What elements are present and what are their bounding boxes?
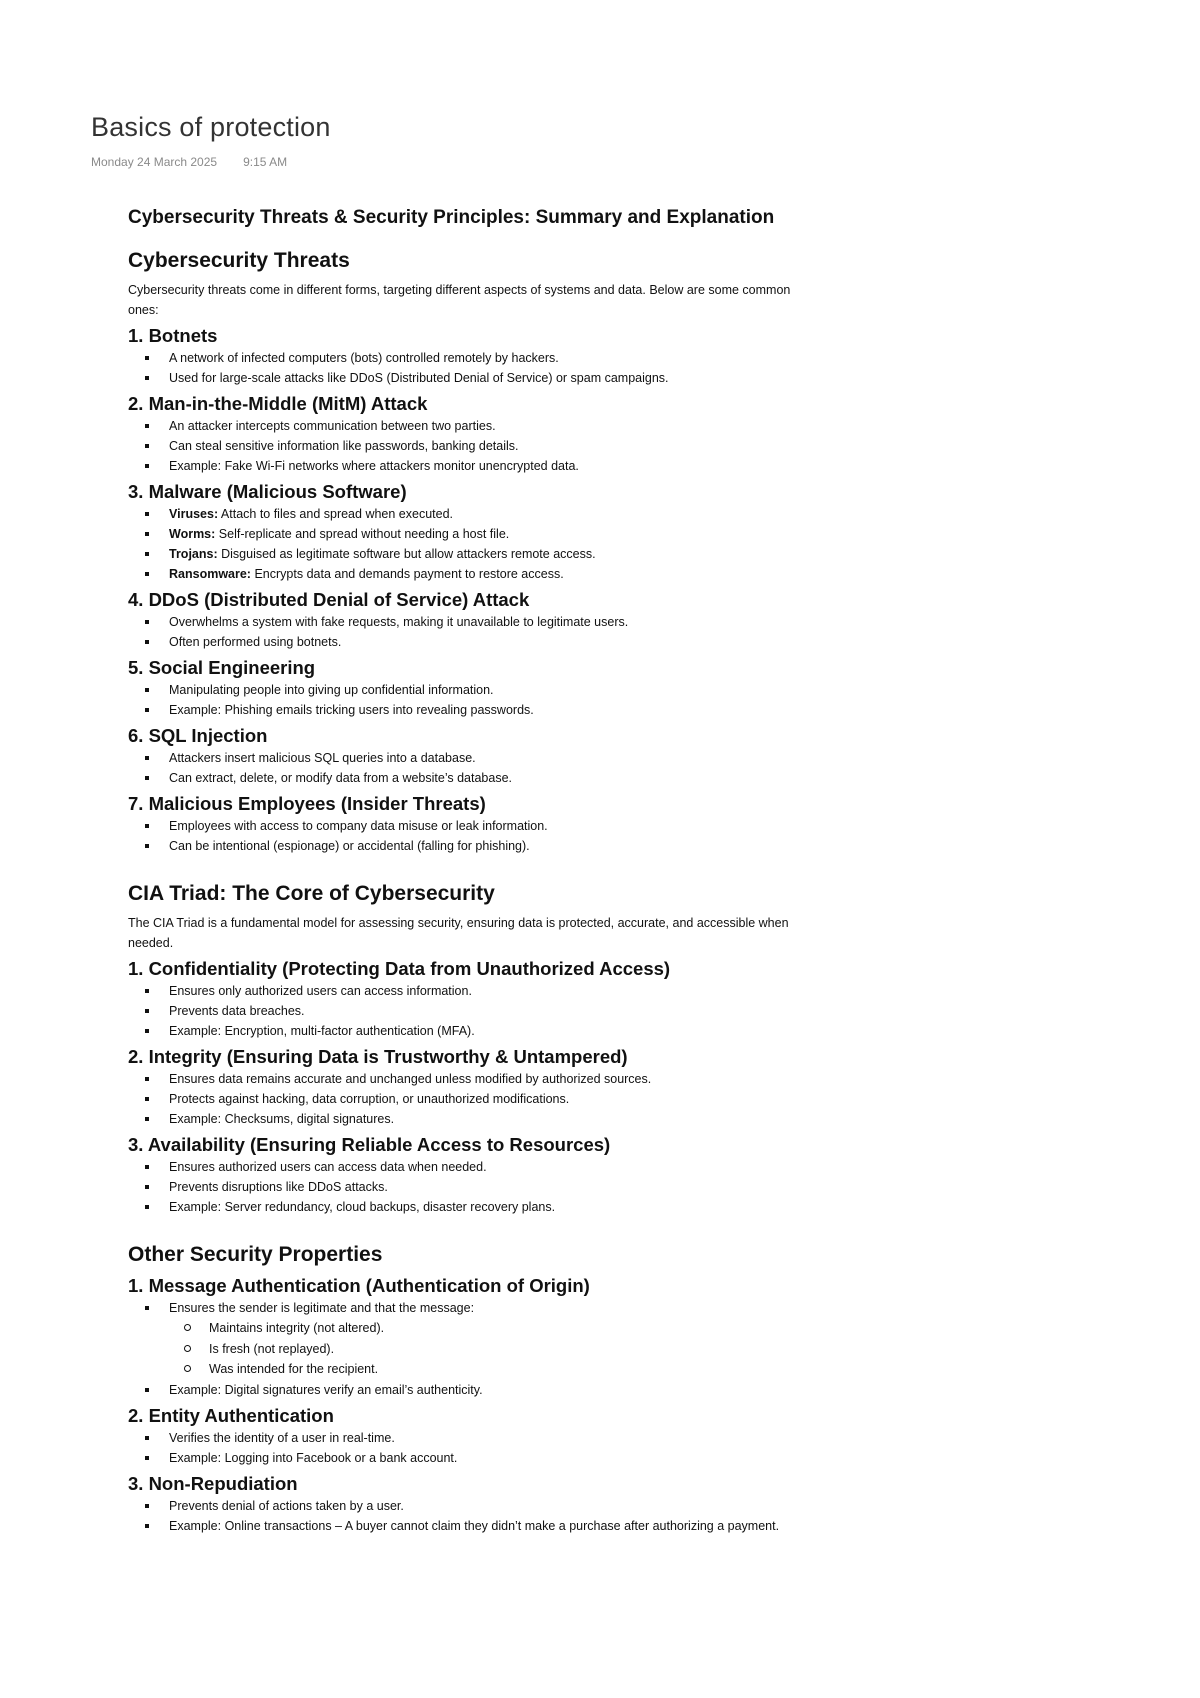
threat-item-list [128, 416, 818, 476]
list-item-text: Protects against hacking, data corruption, or unauthorized modifications. [169, 1092, 570, 1106]
sub-list-item: Is fresh (not replayed). [169, 1339, 818, 1360]
cia-item-heading: 2. Integrity (Ensuring Data is Trustworthy & Untampered) [128, 1046, 628, 1067]
list-item [128, 1157, 818, 1177]
list-item-text: Prevents disruptions like DDoS attacks. [169, 1180, 388, 1194]
list-item-text: Employees with access to company data misuse or leak information. [169, 819, 548, 833]
threat-item-heading: 6. SQL Injection [128, 725, 268, 746]
entity-auth-heading: 2. Entity Authentication [128, 1404, 334, 1426]
list-item [128, 1197, 818, 1217]
list-item [128, 748, 818, 768]
threats-heading: Cybersecurity Threats [128, 249, 350, 272]
cia-heading: CIA Triad: The Core of Cybersecurity [128, 882, 495, 905]
list-item [128, 1177, 818, 1197]
message-auth-heading: 1. Message Authentication (Authentication of Origin) [128, 1275, 590, 1296]
list-item [128, 981, 818, 1001]
threat-item-list [128, 816, 818, 856]
list-item [128, 1069, 818, 1089]
list-item [128, 680, 818, 700]
sub-list-item: Was intended for the recipient. [169, 1359, 818, 1380]
cia-item-list [128, 1157, 818, 1217]
list-item-text: Attach to files and spread when executed. [220, 507, 453, 521]
list-item-text: Example: Server redundancy, cloud backups, disaster recovery plans. [169, 1200, 556, 1214]
list-item-text: Often performed using botnets. [169, 635, 342, 649]
list-item: Example: Logging into Facebook or a bank account. [128, 1448, 818, 1468]
list-item [128, 416, 818, 436]
list-item-text: Attackers insert malicious SQL queries into a database. [169, 751, 476, 765]
list-item [128, 524, 818, 544]
sub-list-item: Maintains integrity (not altered). [169, 1318, 818, 1339]
threat-item-list [128, 348, 818, 388]
threat-item-list [128, 612, 818, 652]
document-title: Cybersecurity Threats & Security Principles: Summary and Explanation [128, 207, 775, 228]
list-item-text: Used for large-scale attacks like DDoS (Distributed Denial of Service) or spam campaigns. [169, 371, 669, 385]
page-date: Monday 24 March 2025 [91, 155, 218, 169]
list-item-text: Ensures authorized users can access data when needed. [169, 1160, 487, 1174]
list-item-text: Can be intentional (espionage) or accidental (falling for phishing). [169, 839, 530, 853]
entity-auth-list [128, 1428, 818, 1468]
threats-list [128, 324, 818, 856]
page-meta [91, 155, 287, 169]
cia-item-heading: 1. Confidentiality (Protecting Data from Unauthorized Access) [128, 958, 671, 979]
list-item: Ensures the sender is legitimate and that the message: [128, 1298, 818, 1318]
list-item-text: Example: Checksums, digital signatures. [169, 1112, 395, 1126]
list-item [128, 632, 818, 652]
non-repudiation-list [128, 1496, 818, 1536]
threat-item-heading: 5. Social Engineering [128, 657, 316, 678]
term-label: Worms: [169, 527, 216, 541]
term-label: Trojans: [169, 547, 218, 561]
threat-item-heading: 4. DDoS (Distributed Denial of Service) Attack [128, 589, 530, 610]
page-title: Basics of protection [91, 112, 331, 142]
threat-item-heading: 7. Malicious Employees (Insider Threats) [128, 793, 486, 814]
term-label: Ransomware: [169, 567, 251, 581]
list-item-text: Example: Fake Wi-Fi networks where attackers monitor unencrypted data. [169, 459, 579, 473]
cia-list [128, 957, 818, 1217]
list-item-text: A network of infected computers (bots) controlled remotely by hackers. [169, 351, 559, 365]
cia-intro: The CIA Triad is a fundamental model for assessing security, ensuring data is protected, accurate, and accessible when needed. [128, 916, 789, 950]
term-label: Viruses: [169, 507, 219, 521]
page-time: 9:15 AM [243, 155, 288, 169]
list-item [128, 836, 818, 856]
list-item [128, 436, 818, 456]
list-item-text: Ensures data remains accurate and unchanged unless modified by authorized sources. [169, 1072, 652, 1086]
list-item [128, 1021, 818, 1041]
message-auth-list [128, 1298, 818, 1400]
list-item [128, 612, 818, 632]
cia-item-heading: 3. Availability (Ensuring Reliable Access to Resources) [128, 1134, 611, 1155]
list-item [128, 700, 818, 720]
cia-item-list [128, 981, 818, 1041]
threats-intro: Cybersecurity threats come in different forms, targeting different aspects of systems and data. Below are some common ones: [128, 283, 791, 317]
list-item [128, 768, 818, 788]
list-item [128, 368, 818, 388]
cia-item-list [128, 1069, 818, 1129]
list-item: Prevents denial of actions taken by a user. [128, 1496, 818, 1516]
list-item-text: Can steal sensitive information like passwords, banking details. [169, 439, 519, 453]
threat-item-heading: 2. Man-in-the-Middle (MitM) Attack [128, 393, 428, 414]
list-item [128, 504, 818, 524]
cia-section [128, 881, 818, 1217]
list-item-text: Overwhelms a system with fake requests, making it unavailable to legitimate users. [169, 615, 629, 629]
list-item [128, 1089, 818, 1109]
threat-item-list [128, 680, 818, 720]
threat-item-list [128, 504, 818, 584]
message-auth-sublist [128, 1318, 818, 1380]
list-item [128, 564, 818, 584]
nested-list-container [128, 1318, 818, 1380]
list-item-text: An attacker intercepts communication between two parties. [169, 419, 496, 433]
other-section [128, 1242, 818, 1536]
list-item-text: Example: Encryption, multi-factor authentication (MFA). [169, 1024, 475, 1038]
list-item: Example: Online transactions – A buyer cannot claim they didn’t make a purchase after authorizing a payment. [128, 1516, 818, 1536]
note-content [128, 203, 818, 1536]
list-item-text: Encrypts data and demands payment to restore access. [254, 567, 564, 581]
threat-item-heading: 1. Botnets [128, 325, 218, 346]
list-item-text: Ensures only authorized users can access information. [169, 984, 472, 998]
list-item: Example: Digital signatures verify an email’s authenticity. [128, 1380, 818, 1400]
list-item [128, 1109, 818, 1129]
non-repudiation-heading: 3. Non-Repudiation [128, 1472, 298, 1494]
list-item: Verifies the identity of a user in real-time. [128, 1428, 818, 1448]
list-item [128, 456, 818, 476]
list-item-text: Example: Phishing emails tricking users into revealing passwords. [169, 703, 534, 717]
list-item [128, 544, 818, 564]
list-item-text: Prevents data breaches. [169, 1004, 305, 1018]
threat-item-heading: 3. Malware (Malicious Software) [128, 481, 407, 502]
threats-section [128, 248, 818, 856]
other-heading: Other Security Properties [128, 1243, 383, 1266]
list-item [128, 816, 818, 836]
threat-item-list [128, 748, 818, 788]
list-item-text: Manipulating people into giving up confidential information. [169, 683, 494, 697]
list-item-text: Can extract, delete, or modify data from a website’s database. [169, 771, 513, 785]
list-item [128, 348, 818, 368]
list-item-text: Disguised as legitimate software but allow attackers remote access. [221, 547, 596, 561]
list-item [128, 1001, 818, 1021]
list-item-text: Self-replicate and spread without needing a host file. [218, 527, 510, 541]
